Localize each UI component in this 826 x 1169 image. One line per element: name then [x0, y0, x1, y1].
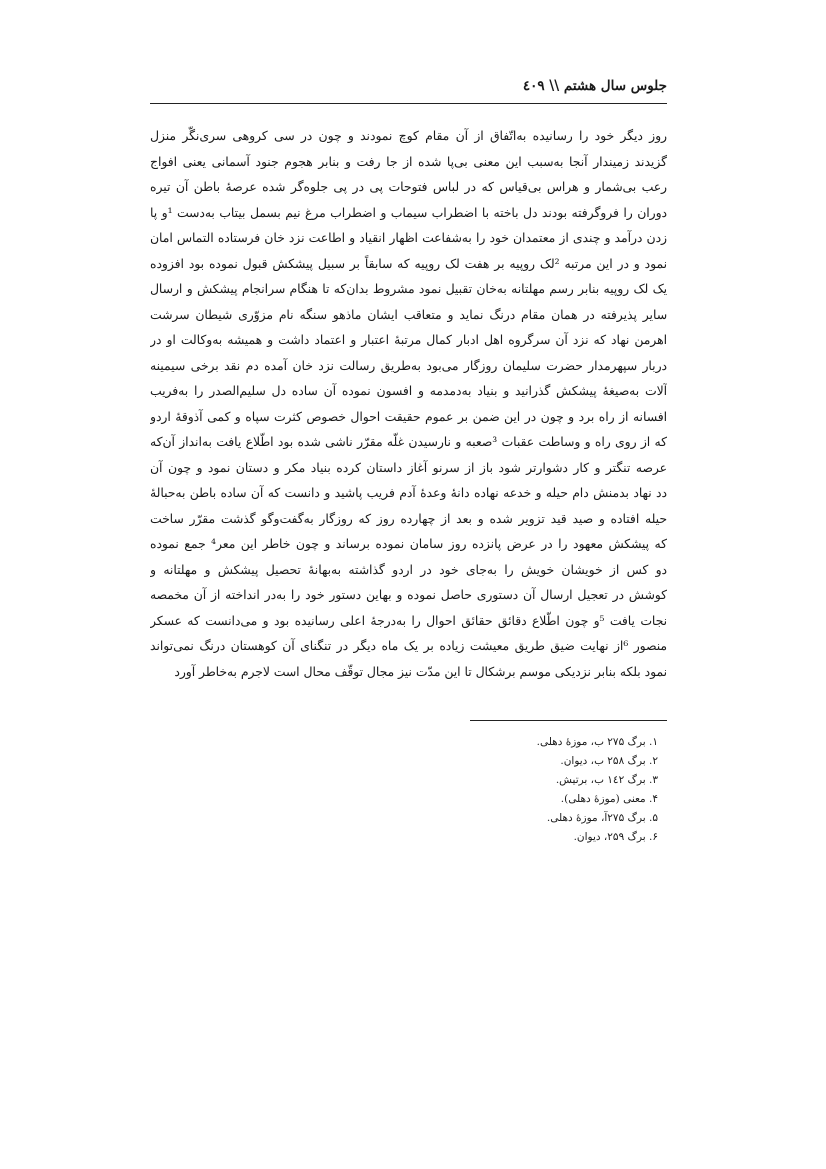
footnotes — [440, 733, 658, 847]
text-line: اهرمن نهاد که نزد آن سرگروه اهل ادبار کمال مرتبهٔ اعتبار و اعتماد داشت و همیشه به‌وکالت او در — [150, 333, 667, 347]
text-line: زدن درآمد و چندی از معتمدان خود را به‌شفاعت اظهار انقیاد و اطاعت نزد خان فرستاده التماس امان — [150, 231, 667, 245]
text-line: دو کس از خویشان خویش را به‌جای خود در اردو گذاشته به‌بهانهٔ تحصیل پیشکش و مهلتانه و — [150, 562, 667, 577]
text-line: حیله افتاده و صید قید تزویر شده و بعد از چهارده روز که روزگار به‌گفت‌وگو گذشت مقرّر ساخت — [150, 511, 667, 526]
text-line: نمود و در این مرتبه ²لک روپیه بر هفت لک روپیه که سابقاً بر سبیل پیشکش قبول نموده بود افزوده — [150, 256, 667, 271]
text-line: که پیشکش معهود را در عرض پانزده روز سامان نموده برساند و چون خاطر این معر⁴ جمع نموده — [150, 537, 667, 551]
text-line: نجات یافت ⁵و چون اطّلاع دقائق حقائق احوال را به‌درجهٔ اعلی رسانیده بود و می‌دانست که عسکر — [150, 613, 667, 628]
text-line: آلات به‌صیغهٔ پیشکش گذرانید و بنیاد به‌دمدمه و افسون نموده آن ساده دل سلیم‌الصدر را به‌فریب — [150, 384, 667, 398]
text-line: منصور ⁶از نهایت ضیق طریق معیشت زیاده بر یک ماه دیگر در تنگنای آن کوهستان درنگ نمی‌تواند — [150, 639, 667, 653]
running-header: جلوس سال هشتم \\ ٤٠٩ — [522, 78, 667, 94]
footnote: ۱. برگ ۲۷۵ ب، موزهٔ دهلی. — [536, 736, 658, 748]
footnote-rule — [470, 720, 667, 721]
footnote: ۴. معنی (موزهٔ دهلی). — [560, 793, 658, 805]
text-line: دربار سپهرمدار حضرت سلیمان روزگار می‌بود به‌طریق رسالت نزد خان آمده دم نقد برخی سیمینه — [150, 358, 667, 373]
text-line: که از روی راه و وساطت عقبات ³صعبه و نارسیدن غلّه مقرّر ناشی شده بود اطّلاع یافت به‌انداز آن‌که — [150, 435, 667, 449]
main-text — [150, 124, 667, 685]
text-line: دد نهاد بدمنش دام حیله و خدعه نهاده دانهٔ وعدهٔ آدم فریب پاشید و دانست که آن ساده باطن به‌حبالهٔ — [150, 486, 667, 500]
text-line: سایر پذیرفته در همان مقام درنگ نماید و متعاقب ایشان ماذهو سنگه نام مزوّری شیطان سرشت — [150, 307, 667, 322]
text-line: یک لک روپیه بنابر رسم مهلتانه به‌خان تقبیل نمود مشروط بدان‌که تا هنگام سرانجام پیشکش و ارسال — [150, 282, 667, 296]
text-line: نمود بلکه بنابر نزدیکی موسم برشکال تا این مدّت نیز مجال توقّف محال است لاجرم به‌خاطر آورد — [174, 664, 667, 679]
footnote: ۶. برگ ۲۵۹، دیوان. — [573, 831, 658, 843]
text-line: کوشش در تعجیل ارسال آن دستوری حاصل نموده و بهاین دستور خود را به‌در انداخته از آن مخمصه — [150, 588, 667, 602]
text-line: عرصه تنگتر و کار دشوارتر شود باز از سرنو آغاز داستان کرده بنیاد مکر و دستان نمود و چون آن — [150, 460, 667, 475]
text-line: رعب بی‌شمار و هراس بی‌قیاس که در لباس فتوحات پی در پی جلوه‌گر شده عرصهٔ باطن آن تیره — [150, 180, 667, 194]
footnote: ۳. برگ ۱٤۲ ب، برتیش. — [555, 774, 658, 786]
footnote: ۵. برگ ۲۷۵آ، موزهٔ دهلی. — [546, 812, 658, 824]
text-line: دوران را فروگرفته بودند دل باخته با اضطراب سیماب و اضطراب مرغ نیم بسمل بیتاب به‌دست ¹و پا — [150, 205, 667, 220]
text-line: افسانه از راه برد و چون در این ضمن بر عموم حقیقت احوال خصوص کثرت سپاه و کمی آذوقهٔ اردو — [150, 409, 667, 424]
text-line: روز دیگر خود را رسانیده به‌اتّفاق از آن مقام کوچ نمودند و چون در سی کروهی سری‌نگّر منزل — [150, 129, 667, 143]
text-line: گزیدند زمیندار آنجا به‌سبب این معنی بی‌پا شده از جا رفت و بنابر هجوم جنود آسمانی یعنی افواج — [150, 154, 667, 169]
header-rule — [150, 103, 667, 104]
footnote: ۲. برگ ۲۵۸ ب، دیوان. — [560, 755, 658, 767]
